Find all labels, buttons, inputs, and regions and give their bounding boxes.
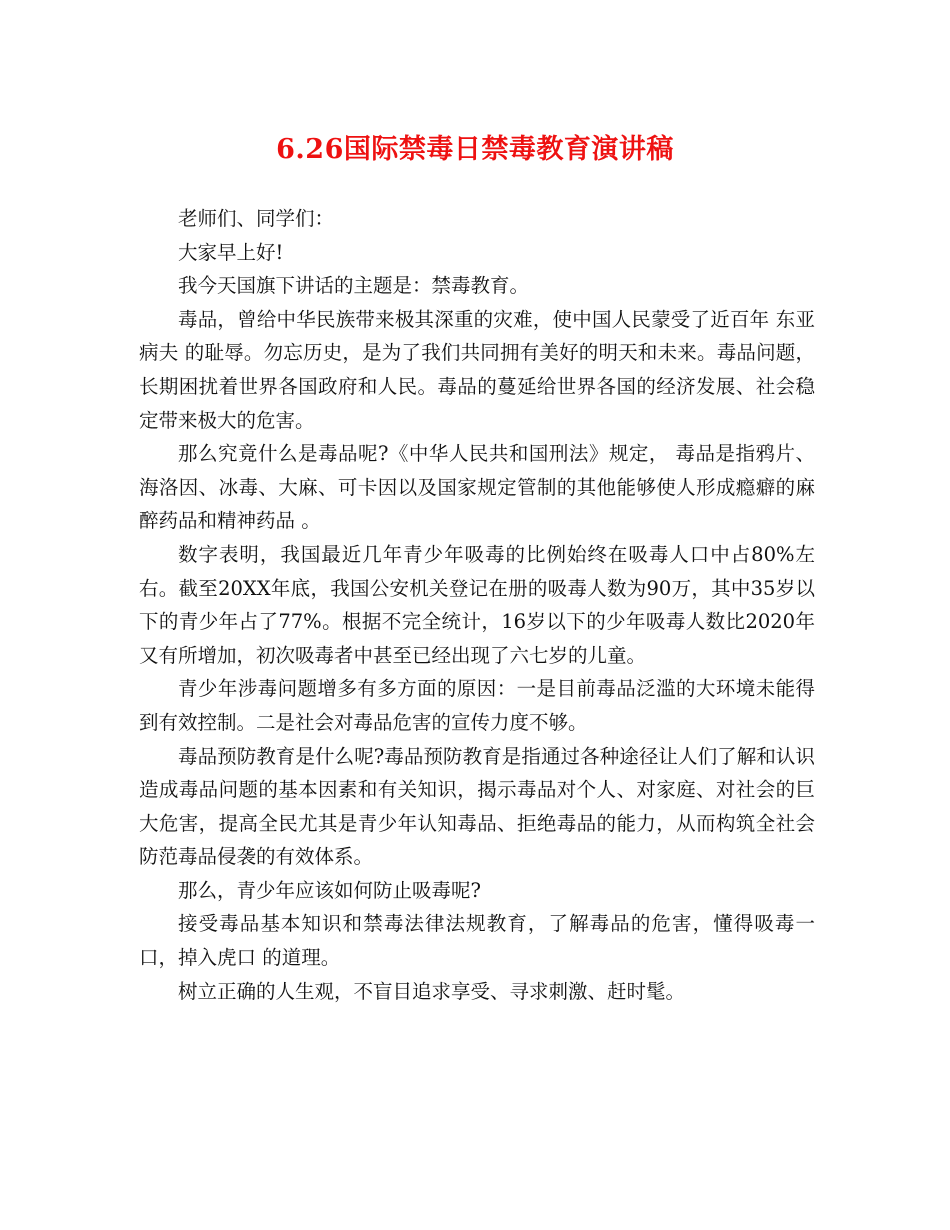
paragraph-history: 毒品，曾给中华民族带来极其深重的灾难，使中国人民蒙受了近百年 东亚病夫 的耻辱。勿忘历史，是为了我们共同拥有美好的明天和未来。毒品问题，长期困扰着世界各国政府和人民。毒品的蔓延给世界各国的经济发展、社会稳定带来极大的危害。: [139, 307, 815, 432]
paragraph-greeting: 老师们、同学们：: [178, 207, 335, 230]
document-body: [139, 202, 815, 1008]
paragraph-causes: 青少年涉毒问题增多有多方面的原因：一是目前毒品泛滥的大环境未能得到有效控制。二是社会对毒品危害的宣传力度不够。: [139, 677, 815, 734]
paragraph-good-morning: 大家早上好!: [178, 240, 284, 264]
document-title: 6.26国际禁毒日禁毒教育演讲稿: [276, 134, 674, 165]
paragraph-accept-education: 接受毒品基本知识和禁毒法律法规教育，了解毒品的危害，懂得吸毒一口，掉入虎口 的道理。: [139, 912, 815, 970]
paragraph-topic: 我今天国旗下讲话的主题是：禁毒教育。: [178, 274, 530, 298]
paragraph-life-outlook: 树立正确的人生观，不盲目追求享受、寻求刺激、赶时髦。: [178, 979, 686, 1003]
paragraph-definition: 那么究竟什么是毒品呢?《中华人民共和国刑法》规定， 毒品是指鸦片、海洛因、冰毒、大麻、可卡因以及国家规定管制的其他能够使人形成瘾癖的麻醉药品和精神药品 。: [139, 442, 815, 533]
paragraph-prevention-education: 毒品预防教育是什么呢?毒品预防教育是指通过各种途径让人们了解和认识造成毒品问题的基本因素和有关知识，揭示毒品对个人、对家庭、对社会的巨大危害，提高全民尤其是青少年认知毒品、拒绝毒品的能力，从而构筑全社会防范毒品侵袭的有效体系。: [139, 744, 815, 869]
paragraph-question: 那么，青少年应该如何防止吸毒呢?: [178, 878, 481, 902]
paragraph-statistics: 数字表明，我国最近几年青少年吸毒的比例始终在吸毒人口中占80%左右。截至20XX年底，我国公安机关登记在册的吸毒人数为90万，其中35岁以下的青少年占了77%。根据不完全统计，16岁以下的少年吸毒人数比2020年又有所增加，初次吸毒者中甚至已经出现了六七岁的儿童。: [139, 542, 815, 667]
